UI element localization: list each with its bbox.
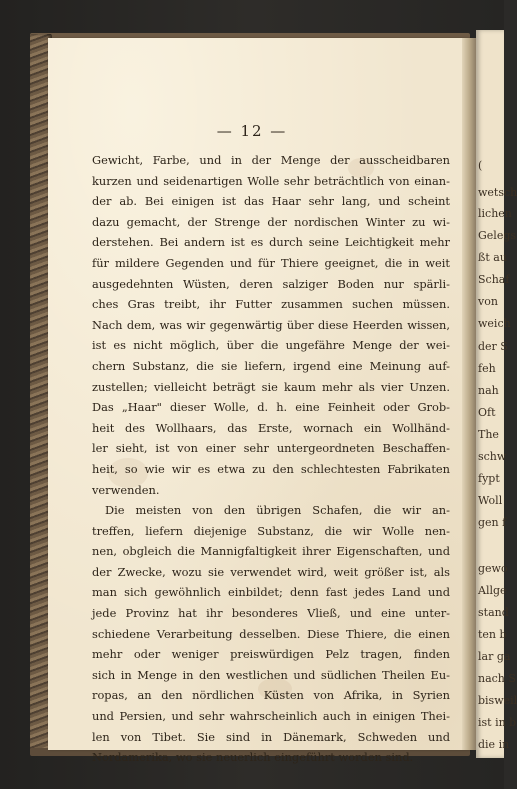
adjacent-page-text-fragment: nach S	[478, 672, 516, 685]
adjacent-page-text-fragment: von	[478, 295, 498, 308]
text-line: man sich gewöhnlich einbildet; denn fast jedes Land und	[92, 585, 450, 600]
adjacent-page-text-fragment: Woll	[478, 494, 503, 507]
adjacent-page-text-fragment: stand	[478, 606, 509, 619]
page-text-block	[92, 150, 450, 768]
adjacent-page-text-fragment: gen f	[478, 516, 507, 529]
text-line: ausgedehnten Wüsten, deren salziger Boden nur spärli-	[92, 276, 450, 291]
text-line: ler sieht, ist von einer sehr untergeordneten Beschaffen-	[92, 441, 450, 456]
text-line: ist es nicht möglich, über die ungefähre Menge der wei-	[92, 338, 450, 353]
adjacent-page-text-fragment: feh	[478, 362, 496, 375]
adjacent-page-text-fragment: wetsch	[478, 186, 517, 199]
text-line: schiedene Verarbeitung desselben. Diese Thiere, die einen	[92, 626, 450, 641]
adjacent-page-text-fragment: der S	[478, 340, 508, 353]
adjacent-page-text-fragment: bisweil	[478, 694, 517, 707]
text-line: jede Provinz hat ihr besonderes Vließ, und eine unter-	[92, 606, 450, 621]
adjacent-page-text-fragment: ßt au	[478, 251, 507, 264]
text-line: der Zwecke, wozu sie verwendet wird, weit größer ist, als	[92, 564, 450, 579]
adjacent-page-text-fragment: (	[478, 159, 483, 172]
text-line: Nordamerika, wo sie neuerlich eingeführt worden sind.	[92, 750, 414, 765]
text-line: nen, obgleich die Mannigfaltigkeit ihrer Eigenschaften, und	[92, 544, 450, 559]
adjacent-page-text-fragment: die in	[478, 738, 510, 751]
adjacent-page-text-fragment: weich	[478, 317, 511, 330]
text-line: zustellen; vielleicht beträgt sie kaum mehr als vier Unzen.	[92, 379, 450, 394]
adjacent-page-text-fragment: nah	[478, 384, 499, 397]
text-line: len von Tibet. Sie sind in Dänemark, Schweden und	[92, 729, 450, 744]
page-number: — 12 —	[216, 122, 288, 140]
text-line: sich in Menge in den westlichen und südlichen Theilen Eu-	[92, 667, 450, 682]
text-line: treffen, liefern diejenige Substanz, die wir Wolle nen-	[92, 523, 450, 538]
text-line: ropas, an den nördlichen Küsten von Afrika, in Syrien	[92, 688, 450, 703]
adjacent-page-text-fragment: Schaf	[478, 273, 510, 286]
adjacent-page-text-fragment: gewo	[478, 562, 508, 575]
text-line: Das „Haar" dieser Wolle, d. h. eine Feinheit oder Grob-	[92, 400, 450, 415]
adjacent-page-text-fragment: fypt	[478, 472, 500, 485]
text-line: Nach dem, was wir gegenwärtig über diese Heerden wissen,	[92, 317, 450, 332]
adjacent-page-text-fragment: ist in b	[478, 716, 517, 729]
text-line: heit, so wie wir es etwa zu den schlechtesten Fabrikaten	[92, 461, 450, 476]
text-line: derstehen. Bei andern ist es durch seine Leichtigkeit mehr	[92, 235, 450, 250]
adjacent-page-text-fragment: Allge	[478, 584, 507, 597]
adjacent-page-text-fragment: schw	[478, 450, 507, 463]
text-line: chern Substanz, die sie liefern, irgend eine Meinung auf-	[92, 358, 450, 373]
text-line: und Persien, und sehr wahrscheinlich auch in einigen Thei-	[92, 709, 450, 724]
text-line: dazu gemacht, der Strenge der nordischen Winter zu wi-	[92, 214, 450, 229]
text-line: der ab. Bei einigen ist das Haar sehr lang, und scheint	[92, 194, 450, 209]
text-line: Die meisten von den übrigen Schafen, die wir an-	[105, 503, 450, 518]
adjacent-page-text-fragment: ten b	[478, 628, 507, 641]
adjacent-page-text-fragment: lar ga	[478, 650, 511, 663]
text-line: Gewicht, Farbe, und in der Menge der ausscheidbaren	[92, 153, 450, 167]
text-line: verwenden.	[92, 482, 160, 497]
text-line: mehr oder weniger preiswürdigen Pelz tragen, finden	[92, 647, 450, 662]
adjacent-page-text-fragment: Gelegs	[478, 229, 517, 242]
text-line: kurzen und seidenartigen Wolle sehr beträchtlich von einan-	[92, 173, 450, 188]
text-line: ches Gras treibt, ihr Futter zusammen suchen müssen.	[92, 297, 450, 312]
text-line: heit des Wollhaars, das Erste, wornach ein Wollhänd-	[92, 420, 450, 435]
text-line: für mildere Gegenden und für Thiere geeignet, die in weit	[92, 255, 450, 270]
adjacent-page-text-fragment: The	[478, 428, 499, 441]
page-gutter	[462, 38, 476, 750]
adjacent-page-text-fragment: lichen	[478, 207, 512, 220]
adjacent-page-text-fragment: Oft	[478, 406, 496, 419]
